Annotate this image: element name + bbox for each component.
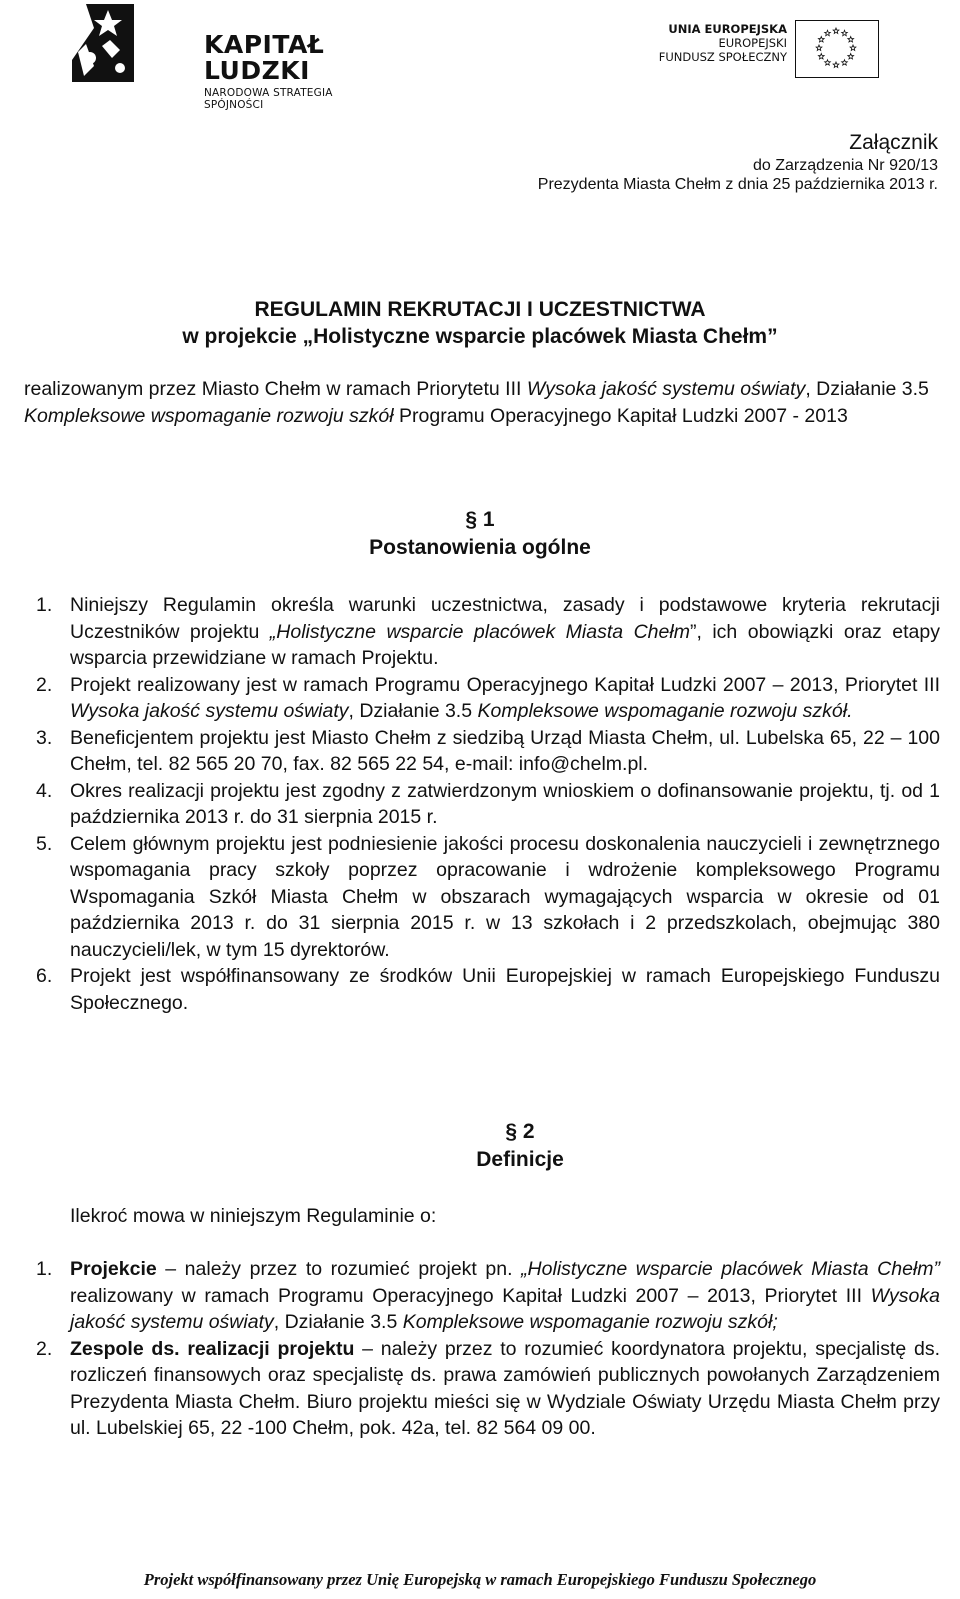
eu-star (825, 60, 831, 65)
intro-text-2: , Działanie 3.5 (805, 378, 929, 400)
section1-title: Postanowienia ogólne (369, 536, 591, 559)
section1-heading (0, 506, 960, 562)
item-italic: „Holistyczne wsparcie placówek Miasta Chełm” (521, 1258, 940, 1280)
annex-line2: Prezydenta Miasta Chełm z dnia 25 października 2013 r. (537, 176, 938, 193)
kl-logo-subtitle: NARODOWA STRATEGIA SPÓJNOŚCI (204, 87, 333, 111)
item-italic: Wysoka jakość systemu oświaty (70, 700, 349, 722)
eu-star (848, 54, 854, 59)
list-item (22, 672, 940, 725)
intro-text-1: realizowanym przez Miasto Chełm w ramach Priorytetu III (24, 378, 527, 400)
list-item (22, 1256, 940, 1336)
item-number: 5. (36, 832, 53, 855)
title-line1: REGULAMIN REKRUTACJI I UCZESTNICTWA (254, 298, 706, 321)
eu-star (818, 54, 824, 59)
item-text: , Działanie 3.5 (348, 700, 478, 722)
eu-line2: EUROPEJSKI (718, 36, 787, 50)
eu-logo-text (655, 22, 787, 64)
list-item (22, 725, 940, 778)
definition-term: Zespole ds. realizacji projektu (70, 1337, 355, 1360)
eu-line1: UNIA EUROPEJSKA (668, 22, 787, 36)
eu-star (833, 62, 839, 67)
kl-logo-text (204, 32, 344, 111)
section1-list (22, 592, 940, 1016)
item-text: Projekt jest współfinansowany ze środków Unii Europejskiej w ramach Europejskiego Funduszu Społecznego. (70, 965, 940, 1014)
item-number: 2. (36, 673, 53, 696)
page-footer: Projekt współfinansowany przez Unię Europejską w ramach Europejskiego Funduszu Społecznego (143, 1570, 817, 1589)
eu-flag-icon (795, 20, 879, 78)
annex-line1: do Zarządzenia Nr 920/13 (753, 157, 938, 174)
eu-star (825, 30, 831, 35)
item-number: 2. (36, 1337, 53, 1360)
annex-title: Załącznik (849, 131, 938, 154)
item-text: Celem głównym projektu jest podniesienie jakości procesu doskonalenia nauczycieli i zewnętrznego wspomagania pracy szkoły poprzez opracowanie i wdrożenie kompleksowego Programu Wspomagania Szkół Miasta Chełm w obszarach wymagających wsparcia w okresie od 01 października 2013 r. do 31 sierpnia 2015 r. w 13 szkołach i 2 przedszkolach, obejmując 380 nauczycieli/lek, w tym 15 dyrektorów. (70, 832, 940, 961)
section2-heading (40, 1118, 960, 1174)
item-number: 1. (36, 594, 53, 616)
item-text: realizowany w ramach Programu Operacyjnego Kapitał Ludzki 2007 – 2013, Priorytet III (70, 1284, 871, 1307)
eu-star (848, 37, 854, 42)
list-item (22, 778, 940, 831)
list-item (22, 1336, 940, 1442)
intro-italic-1: Wysoka jakość systemu oświaty (526, 378, 806, 400)
section1-number: § 1 (465, 508, 495, 531)
eu-logo (655, 20, 895, 76)
item-number: 4. (36, 779, 53, 802)
eu-star (842, 60, 848, 65)
eu-star (850, 45, 856, 50)
item-italic: Kompleksowe wspomaganie rozwoju szkół. (477, 700, 853, 722)
item-text: ”, ich obowiązki oraz etapy wsparcia przewidziane w ramach Projektu. (70, 620, 940, 669)
item-text: Okres realizacji projektu jest zgodny z zatwierdzonym wnioskiem o dofinansowanie projektu, tj. od 1 października 2013 r. do 31 sierpnia 2015 r. (70, 779, 940, 828)
eu-star (833, 28, 839, 33)
item-italic: „Holistyczne wsparcie placówek Miasta Chełm (269, 620, 690, 643)
intro-paragraph (24, 376, 939, 429)
section2-lead: Ilekroć mowa w niniejszym Regulaminie o: (70, 1205, 437, 1227)
item-text: – należy przez to rozumieć projekt pn. (156, 1258, 522, 1280)
item-text: Niniejszy Regulamin określa warunki uczestnictwa, zasady i podstawowe kryteria rekrutacji Uczestników projektu (70, 594, 940, 643)
kapital-ludzki-emblem-icon (64, 0, 142, 86)
eu-star (816, 45, 822, 50)
kapital-ludzki-logo (64, 0, 344, 111)
item-text: Projekt realizowany jest w ramach Programu Operacyjnego Kapitał Ludzki 2007 – 2013, Priorytet III (70, 673, 940, 696)
title-line2: w projekcie „Holistyczne wsparcie placówek Miasta Chełm” (182, 325, 778, 348)
definition-term: Projekcie (70, 1258, 157, 1280)
eu-line3: FUNDUSZ SPOŁECZNY (658, 50, 787, 64)
eu-star (818, 37, 824, 42)
kl-logo-title: KAPITAŁ LUDZKI (204, 30, 325, 85)
document-title (0, 296, 960, 350)
intro-text-3: Programu Operacyjnego Kapitał Ludzki 2007 - 2013 (393, 404, 848, 427)
item-text: – należy przez to rozumieć koordynatora projektu, specjalistę ds. rozliczeń finansowych oraz specjalistę ds. prawa zamówień publicznych powołanych Zarządzeniem Prezydenta Miasta Chełm. Biuro projektu mieści się w Wydziale Oświaty Urzędu Miasta Chełm przy ul. Lubelskiej 65, 22 -100 Chełm, pok. 42a, tel. 82 564 09 00. (70, 1337, 940, 1439)
item-italic: Wysoka jakość systemu oświaty (70, 1284, 940, 1333)
item-italic: Kompleksowe wspomaganie rozwoju szkół; (402, 1311, 778, 1333)
section2-title: Definicje (476, 1148, 564, 1171)
item-text: Beneficjentem projektu jest Miasto Chełm z siedzibą Urząd Miasta Chełm, ul. Lubelska 65, 22 – 100 Chełm, tel. 82 565 20 70, fax. 82 565 22 54, e-mail: info@chelm.pl. (70, 726, 940, 775)
section2-number: § 2 (505, 1120, 535, 1143)
eu-star (842, 30, 848, 35)
list-item (22, 963, 940, 1016)
item-text: , Działanie 3.5 (273, 1311, 403, 1333)
list-item (22, 592, 940, 672)
page-header (0, 0, 960, 111)
item-number: 3. (36, 726, 53, 749)
item-number: 6. (36, 965, 53, 987)
list-item (22, 831, 940, 964)
section2-list (22, 1256, 940, 1442)
intro-italic-2: Kompleksowe wspomaganie rozwoju szkół (24, 404, 394, 427)
annex-note (538, 130, 938, 194)
item-number: 1. (36, 1258, 53, 1280)
